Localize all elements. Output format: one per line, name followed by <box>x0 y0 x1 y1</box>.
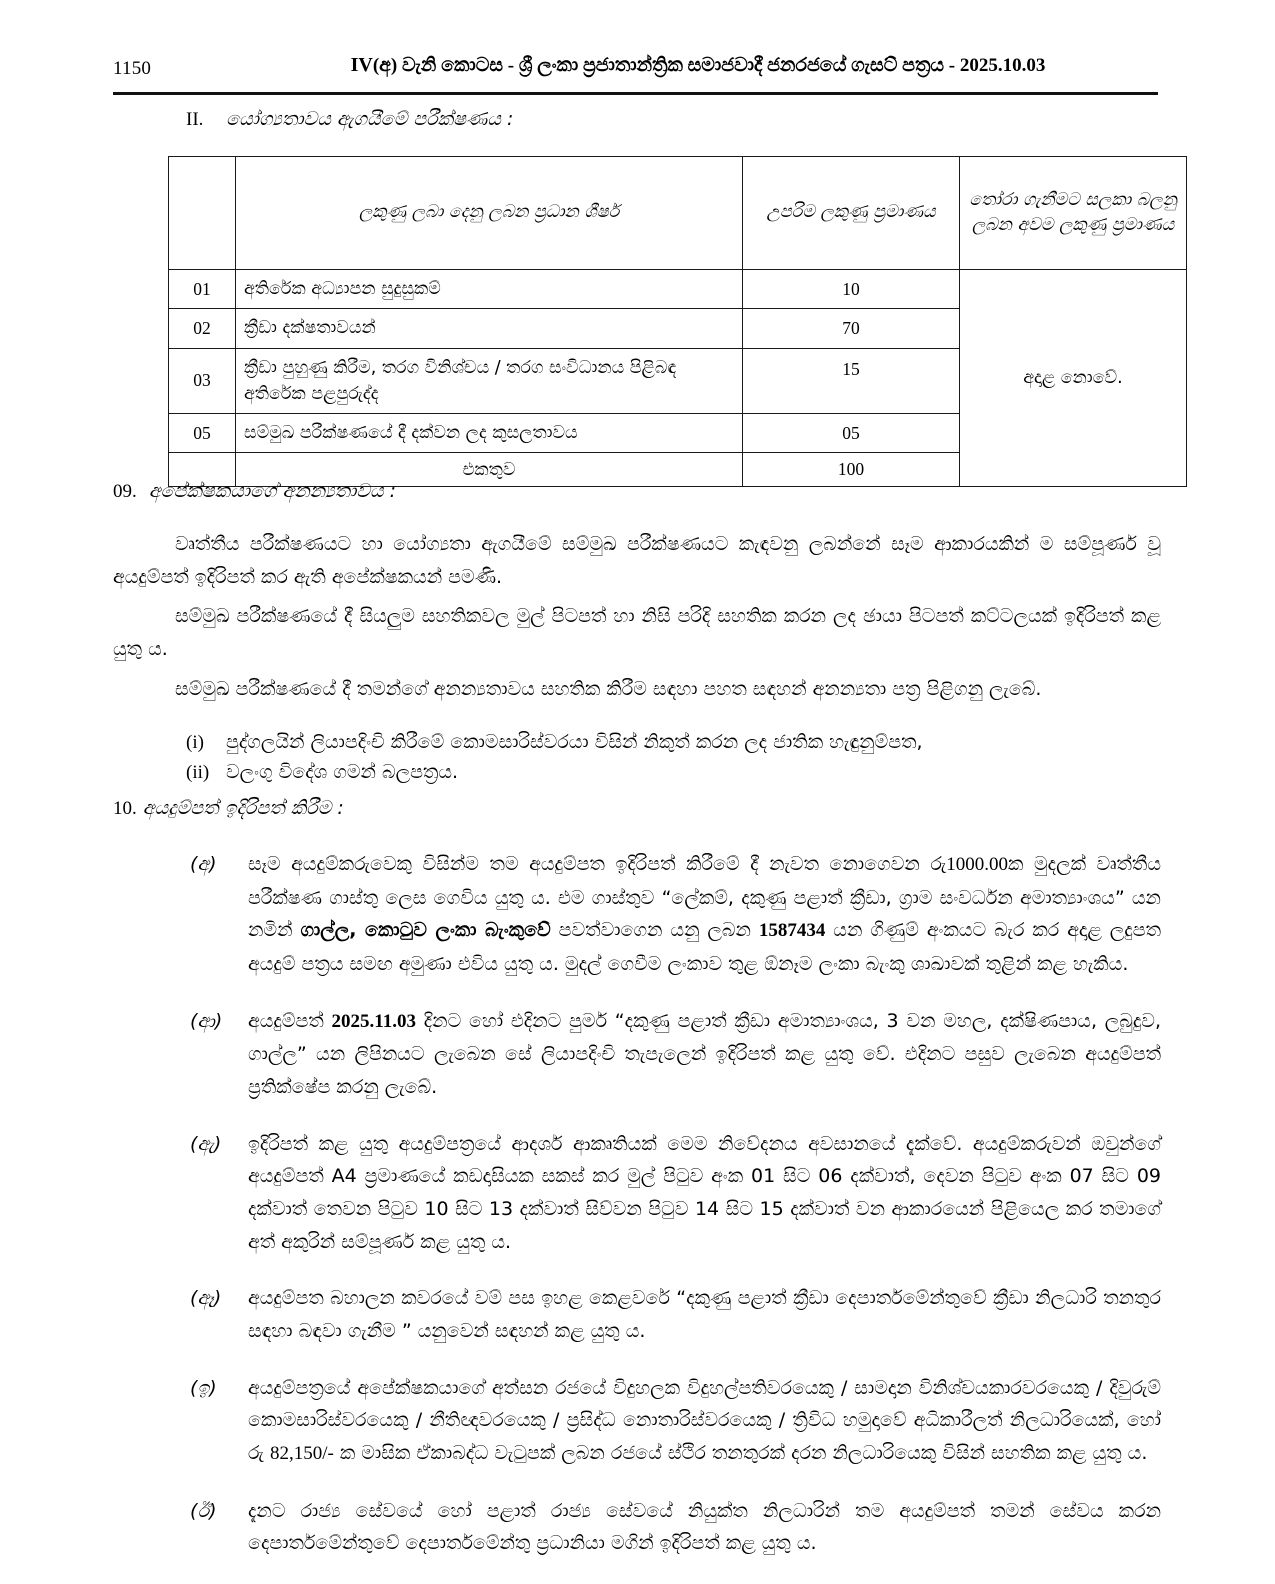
list-item-text: වලංගු විදේශ ගමන් බලපත්‍රය. <box>226 760 459 783</box>
list-item-aa <box>190 1005 1161 1104</box>
section-09-paragraph-3: සම්මුඛ පරීක්ෂණයේ දී තමන්ගේ අනන්‍යතාවය සහතික කිරීම සඳහා පහත සඳහන් අනන්‍යතා පත්‍ර පිළිගනු ලැබේ. <box>175 678 1042 700</box>
row-max-marks: 15 <box>743 348 960 414</box>
minimum-salary-value: 82,150/- <box>269 1443 334 1465</box>
row-title: ක්‍රීඩා පුහුණු කිරීම, තරග විනිශ්චය / තරග සංවිධානය පිළිබඳ අතිරේක පළපුරුද්ද <box>236 348 743 414</box>
section-10-heading <box>113 797 344 820</box>
table-header-row <box>169 157 1187 270</box>
total-label: එකතුව <box>236 453 743 487</box>
closing-date: 2025.11.03 <box>331 1010 416 1032</box>
list-marker: (ii) <box>186 761 210 783</box>
section-09-heading <box>113 480 396 503</box>
row-title: සම්මුඛ පරීක්ෂණයේ දී දක්වන ලද කුසලතාවය <box>236 414 743 453</box>
list-item-i <box>190 1372 1161 1471</box>
section-09-number: 09. <box>113 481 137 502</box>
list-marker: (ඈ) <box>190 1287 222 1310</box>
bank-branch-name: ගාල්ල, කොටුව ලංකා බැංකුවේ <box>300 919 551 942</box>
application-fee-amount: රු1000.00 <box>930 854 1008 875</box>
section-2-title: යෝග්‍යතාවය ඇගයීමේ පරීක්ෂණය : <box>226 108 514 130</box>
header-cell-min-marks: තෝරා ගැනීමට සලකා බලනු ලබන අවම ලකුණු ප්‍රමාණය <box>960 157 1187 270</box>
section-09-paragraph-2: සම්මුඛ පරීක්ෂණයේ දී සියලුම සහතිකවල මුල් පිටපත් හා නිසි පරිදි සහතික කරන ලද ඡායා පිටපත් කට්ටලයක් ඉදිරිපත් කළ යුතු ය. <box>113 605 1161 660</box>
item-i-text-2: ක මාසික ඒකාබද්ධ වැටුපක් ලබන රජයේ ස්ථිර තනතුරක් දරන නිලධාරියෙකු විසින් සහතික කළ යුතු ය. <box>333 1442 1148 1465</box>
table-row <box>169 270 1187 309</box>
header-title-text: (අ) වැනි කොටස - ශ්‍රී ලංකා ප්‍රජාතාන්ත්‍රික සමාජවාදී ජනරජයේ ගැසට් පත්‍රය - 2025.10.03 <box>372 55 1046 76</box>
page-number: 1150 <box>113 58 152 79</box>
item-a-text-2: ක මුදලක් වෘත්තීය පරීක්ෂණ ගාස්තු ලෙස ගෙවිය යුතු ය. එම ගාස්තුව “ලේකම්, දකුණු පළාත් ක්‍රීඩා, ග්‍රාම සංවර්ධන අමාත්‍යාංශය” යන නමින් <box>248 853 1161 942</box>
row-max-marks: 05 <box>743 414 960 453</box>
item-aa-text-1: අයදුම්පත් <box>248 1009 332 1032</box>
min-marks-value: අදාළ නොවේ. <box>960 270 1187 487</box>
row-number: 05 <box>169 414 236 453</box>
list-item-text <box>248 848 1161 981</box>
header-cell-max-marks: උපරිම ලකුණු ප්‍රමාණය <box>743 157 960 270</box>
row-number: 01 <box>169 270 236 309</box>
list-item-text: අයදුම්පත බහාලන කවරයේ වම් පස ඉහළ කෙළවරේ “දකුණු පළාත් ක්‍රීඩා දෙපාර්තමේන්තුවේ ක්‍රීඩා නිලධාරි තනතුර සඳහා බඳවා ගැනීම ” යනුවෙන් සඳහන් කළ යුතු ය. <box>248 1287 1161 1343</box>
item-a-text-1: සෑම අයදුම්කරුවෙකු විසින්ම තම අයදුම්පත ඉදිරිපත් කිරීමේ දී නැවත නොගෙවන <box>248 853 931 875</box>
total-marks: 100 <box>743 453 960 487</box>
section-09-title: අපේක්ෂකයාගේ අනන්‍යතාවය : <box>148 480 396 502</box>
list-marker: (ඉ) <box>190 1376 217 1399</box>
row-max-marks: 70 <box>743 309 960 348</box>
list-marker: (ආ) <box>190 1009 223 1032</box>
list-item-text: ඉදිරිපත් කළ යුතු අයදුම්පත්‍රයේ ආදර්ශ ආකෘතියක් මෙම නිවේදනය අවසානයේ දැක්වේ. අයදුම්කරුවන් ඔවුන්ගේ අයදුම්පත් A4 ප්‍රමාණයේ කඩදාසියක සකස් කර මුල් පිටුව අංක 01 සිට 06 දක්වාත්, දෙවන පිටුව අංක 07 සිට 09 දක්වාත් තෙවන පිටුව 10 සිට 13 දක්වාත් සිව්වන පිටුව 14 සිට 15 දක්වාත් වන ආකාරයෙන් පිළියෙල කර තමාගේ අත් අකුරින් සම්පූර්ණ කළ යුතු ය. <box>248 1132 1161 1253</box>
section-10-title: අයදුම්පත් ඉදිරිපත් කිරීම : <box>142 797 344 819</box>
running-head <box>113 52 1158 92</box>
list-item-text: පුද්ගලයින් ලියාපදිංචි කිරීමේ කොමසාරිස්වරයා විසින් නිකුත් කරන ලද ජාතික හැඳුනුම්පත, <box>226 731 923 753</box>
identity-document-list <box>186 728 923 787</box>
section-2-heading <box>186 108 513 131</box>
header-part-roman: IV <box>350 54 373 76</box>
list-item-text <box>248 1005 1161 1104</box>
list-marker: (ඇ) <box>190 1132 222 1155</box>
section-2-number: II. <box>186 109 204 130</box>
item-aa-text-2: දිනට හෝ එදිනට පුර්ම “දකුණු පළාත් ක්‍රීඩා අමාත්‍යාංශය, 3 වන මහල, දක්ෂිණපාය, ලබුදුව, ගාල්ල” යන ලිපිනයට ලැබෙන සේ ලියාපදිංචි තැපැලෙන් ඉදිරිපත් කළ යුතු වේ. එදිනට පසුව ලැබෙන අයදුම්පත් ප්‍රතික්ෂේප කරනු ලැබේ. <box>248 1009 1161 1099</box>
list-marker: (ඊ) <box>190 1499 217 1522</box>
list-item-aee <box>190 1282 1161 1347</box>
row-max-marks: 10 <box>743 270 960 309</box>
list-item-text: දැනට රාජ්‍ය සේවයේ හෝ පළාත් රාජ්‍ය සේවයේ නියුක්ත නිලධාරින් තම අයදුම්පත් තමන් සේවය කරන දෙපාර්තමේන්තුවේ දෙපාර්තමේන්තු ප්‍රධානියා මගින් ඉදිරිපත් කළ යුතු ය. <box>248 1499 1161 1555</box>
marks-table <box>168 156 1187 487</box>
list-marker: (අ) <box>190 853 217 875</box>
bank-account-number: 1587434 <box>758 920 826 942</box>
header-cell-main-heading: ලකුණු ලබා දෙනු ලබන ප්‍රධාන ශීර්ෂ <box>236 157 743 270</box>
header-cell-no <box>169 157 236 270</box>
list-item-ae <box>190 1128 1161 1259</box>
gazette-header-title <box>238 54 1158 77</box>
application-submission-list <box>190 848 1161 1584</box>
row-title: ක්‍රීඩා දක්ෂතාවයන් <box>236 309 743 348</box>
section-10-number: 10. <box>113 798 137 819</box>
list-item <box>186 728 923 758</box>
item-i-text-1: අයදුම්පත්‍රයේ අපේක්ෂකයාගේ අත්සන රජයේ විදුහලක විදුහල්පතිවරයෙකු / සාමදාන විනිශ්චයකාරවරයෙකු / දිවුරුම් කොමසාරිස්වරයෙකු / නීතිඥවරයෙකු / ප්‍රසිද්ධ නොතාරිස්වරයෙකු / ත්‍රිවිධ හමුදාවේ අධිකාරීලත් නිලධාරියෙක්, හෝ රු <box>248 1376 1161 1465</box>
row-title: අතිරේක අධ්‍යාපන සුදුසුකම් <box>236 270 743 309</box>
header-divider <box>113 92 1158 95</box>
section-09-paragraph-1: වෘත්තීය පරීක්ෂණයට හා යෝග්‍යතා ඇගයීමේ සම්මුඛ පරීක්ෂණයට කැඳවනු ලබන්නේ සෑම ආකාරයකින් ම සම්පූර්ණ වූ අයදුම්පත් ඉදිරිපත් කර ඇති අපේක්ෂකයන් පමණි. <box>113 533 1161 588</box>
list-item-a <box>190 848 1161 981</box>
row-number: 02 <box>169 309 236 348</box>
item-a-text-4: යන ගිණුම් අංකයට බැර කර අදාළ ලදුපත අයදුම් පත්‍රය සමඟ අමුණා එවිය යුතු ය. මුදල් ගෙවීම ලංකාව තුළ ඕනෑම ලංකා බැංකු ශාඛාවක් තුළින් කළ හැකිය. <box>248 919 1161 976</box>
list-item <box>186 758 923 788</box>
list-item-ii <box>190 1495 1161 1560</box>
row-number: 03 <box>169 348 236 414</box>
list-marker: (i) <box>186 732 204 753</box>
list-item-text <box>248 1372 1161 1471</box>
item-a-text-3: පවත්වාගෙන යනු ලබන <box>550 919 759 942</box>
